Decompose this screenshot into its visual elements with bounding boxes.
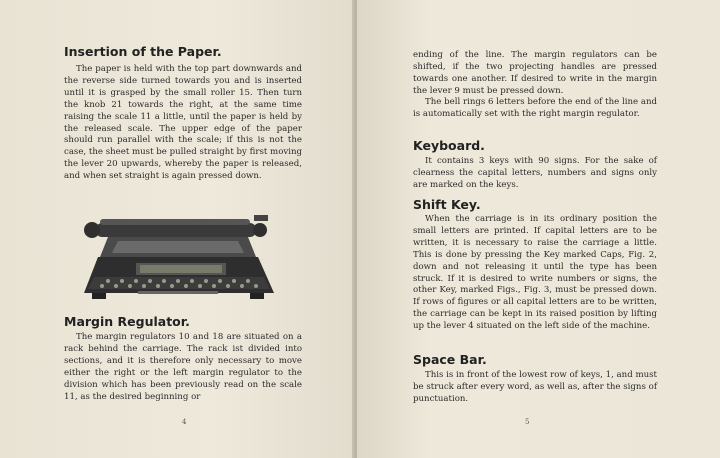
margin-continuation-text: ending of the line. The margin regulators can be shifted, if the two projecting handles are pressed towards one another. If desired to write in the margin the lever 9 must be pressed down. [413, 50, 657, 96]
left-page-number: 4 [182, 418, 187, 426]
insertion-heading: Insertion of the Paper. [64, 44, 222, 59]
typewriter-illustration [78, 205, 288, 305]
right-page [357, 0, 720, 458]
shift-key-text: When the carriage is in its ordinary position the small letters are printed. If capital letters are to be written, it is necessary to raise the carriage a little. This is done by pressing the Key marked Caps, Fig. 2, down and not releasing it until the type has been struck. If it is desired to write numbers or signs, the other Key, marked Figs., Fig. 3, must be pressed down. If rows of figures or all capital letters are to be written, the carriage can be kept in its raised position by lifting up the lever 4 situated on the left side of the machine. [413, 214, 657, 332]
right-page-number: 5 [525, 418, 530, 426]
keyboard-text: It contains 3 keys with 90 signs. For the sake of clearness the capital letters, numbers and signs only are marked on the keys. [413, 156, 657, 190]
space-bar-text: This is in front of the lowest row of keys, 1, and must be struck after every word, as well as, after the signs of punctuation. [413, 370, 657, 404]
keyboard-heading: Keyboard. [413, 138, 485, 153]
left-page [0, 0, 355, 458]
bell-text: The bell rings 6 letters before the end of the line and is automatically set with the right margin regulator. [413, 97, 657, 119]
margin-regulator-heading: Margin Regulator. [64, 314, 190, 329]
margin-regulator-text: The margin regulators 10 and 18 are situated on a rack behind the carriage. The rack ist divided into sections, and it is therefore only necessary to move either the right or the left margin regulator to the division which has been previously read on the scale 11, as the desired beginning or [64, 332, 302, 402]
space-bar-heading: Space Bar. [413, 352, 487, 367]
shift-key-heading: Shift Key. [413, 197, 481, 212]
insertion-text: The paper is held with the top part downwards and the reverse side turned towards you and is inserted until it is grasped by the small roller 15. Then turn the knob 21 towards the right, at the same time raising the scale 11 a little, until the paper is held by the released scale. The upper edge of the paper should run parallel with the scale; if this is not the case, the sheet must be pulled straight by first moving the lever 20 upwards, whereby the paper is released, and when set straight is again pressed down. [64, 64, 303, 182]
